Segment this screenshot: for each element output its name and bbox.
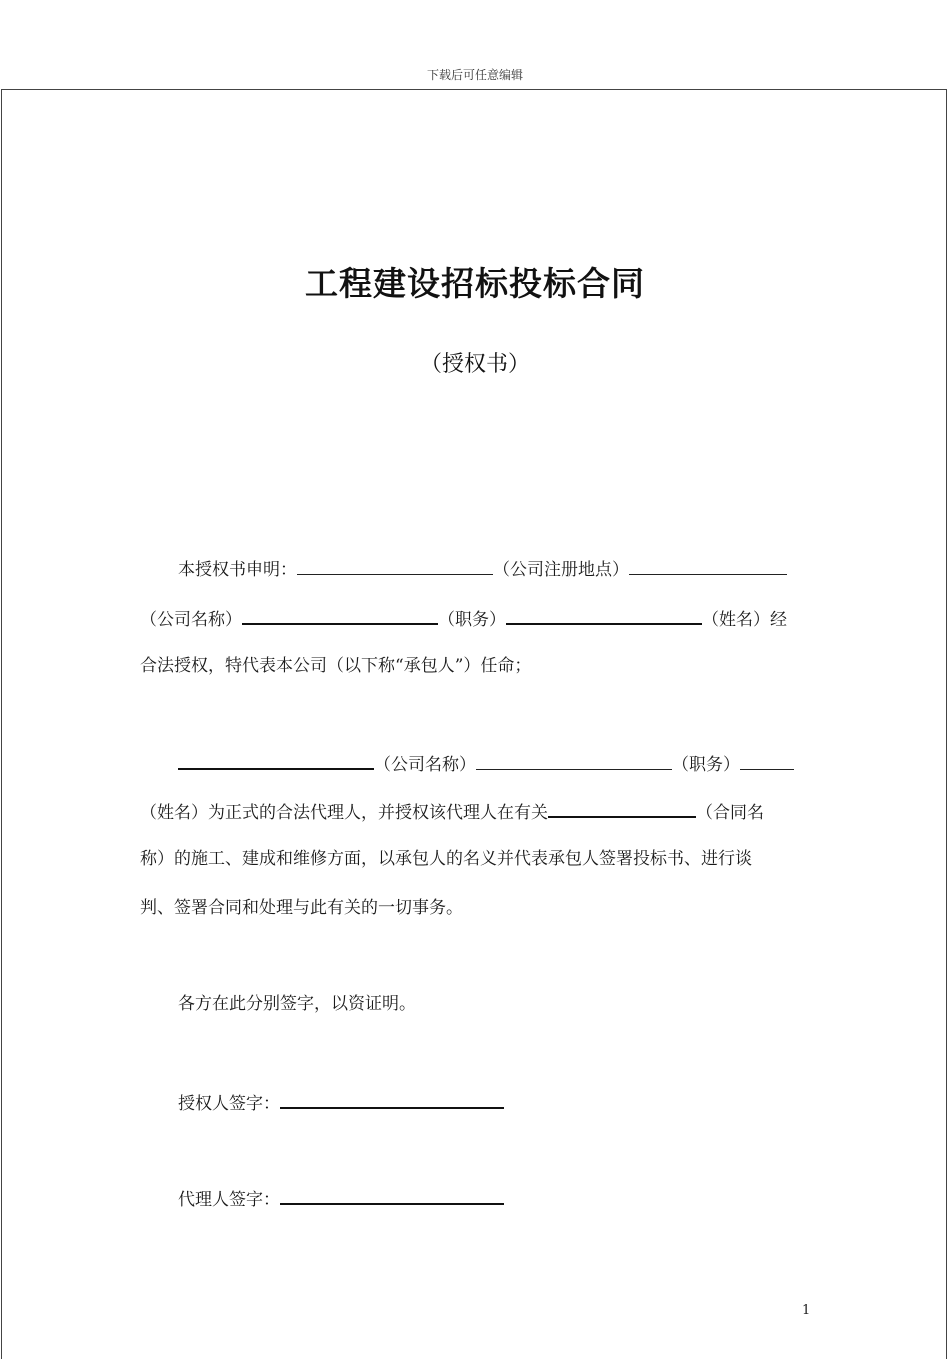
document-subtitle: （授权书） [419,352,530,377]
p2-line2-text: （姓名）为正式的合法代理人，并授权该代理人在有关 [140,803,548,823]
agent-signature-row [140,1186,812,1211]
page-number: 1 [802,1303,811,1318]
closing-witness [140,993,812,1015]
agent-company-blank[interactable] [178,751,374,770]
p1-position-label: （职务） [438,610,506,630]
paragraph1-line1 [140,557,812,581]
paragraph1-line2 [140,606,812,631]
agent-position-blank[interactable] [476,752,672,770]
authorizer-signature-blank[interactable] [280,1090,504,1109]
paragraph2-line3: 称）的施工、建成和维修方面，以承包人的名义并代表承包人签署投标书、进行谈 [140,849,752,869]
agent-signature-blank[interactable] [280,1186,504,1205]
p2-line2-tail: （合同名 [696,803,764,823]
p1-reg-place-label: （公司注册地点） [493,560,629,580]
agent-name-blank[interactable] [740,752,794,770]
paragraph2-line4: 判、签署合同和处理与此有关的一切事务。 [140,898,463,918]
p2-company-label: （公司名称） [374,755,476,775]
position-blank-1[interactable] [242,606,438,625]
company-name-blank-1[interactable] [629,557,787,575]
p2-position-label: （职务） [672,755,740,775]
paragraph2-line1 [140,751,812,776]
document-title: 工程建设招标投标合同 [305,264,645,303]
authorizer-signature-label: 授权人签字： [178,1094,280,1114]
witness-text: 各方在此分别签字，以资证明。 [178,994,416,1014]
paragraph1-line3: 合法授权，特代表本公司（以下称“承包人”）任命； [140,656,532,676]
registered-place-blank[interactable] [297,557,493,575]
header-note: 下载后可任意编辑 [426,68,523,82]
contract-name-blank[interactable] [548,799,696,818]
p1-lead-text: 本授权书申明： [178,560,297,580]
name-blank-1[interactable] [506,606,702,625]
p1-name-tail: （姓名）经 [702,610,787,630]
paragraph2-line2 [140,799,812,824]
agent-signature-label: 代理人签字： [178,1190,280,1210]
p1-company-label: （公司名称） [140,610,242,630]
authorizer-signature-row [140,1090,812,1115]
